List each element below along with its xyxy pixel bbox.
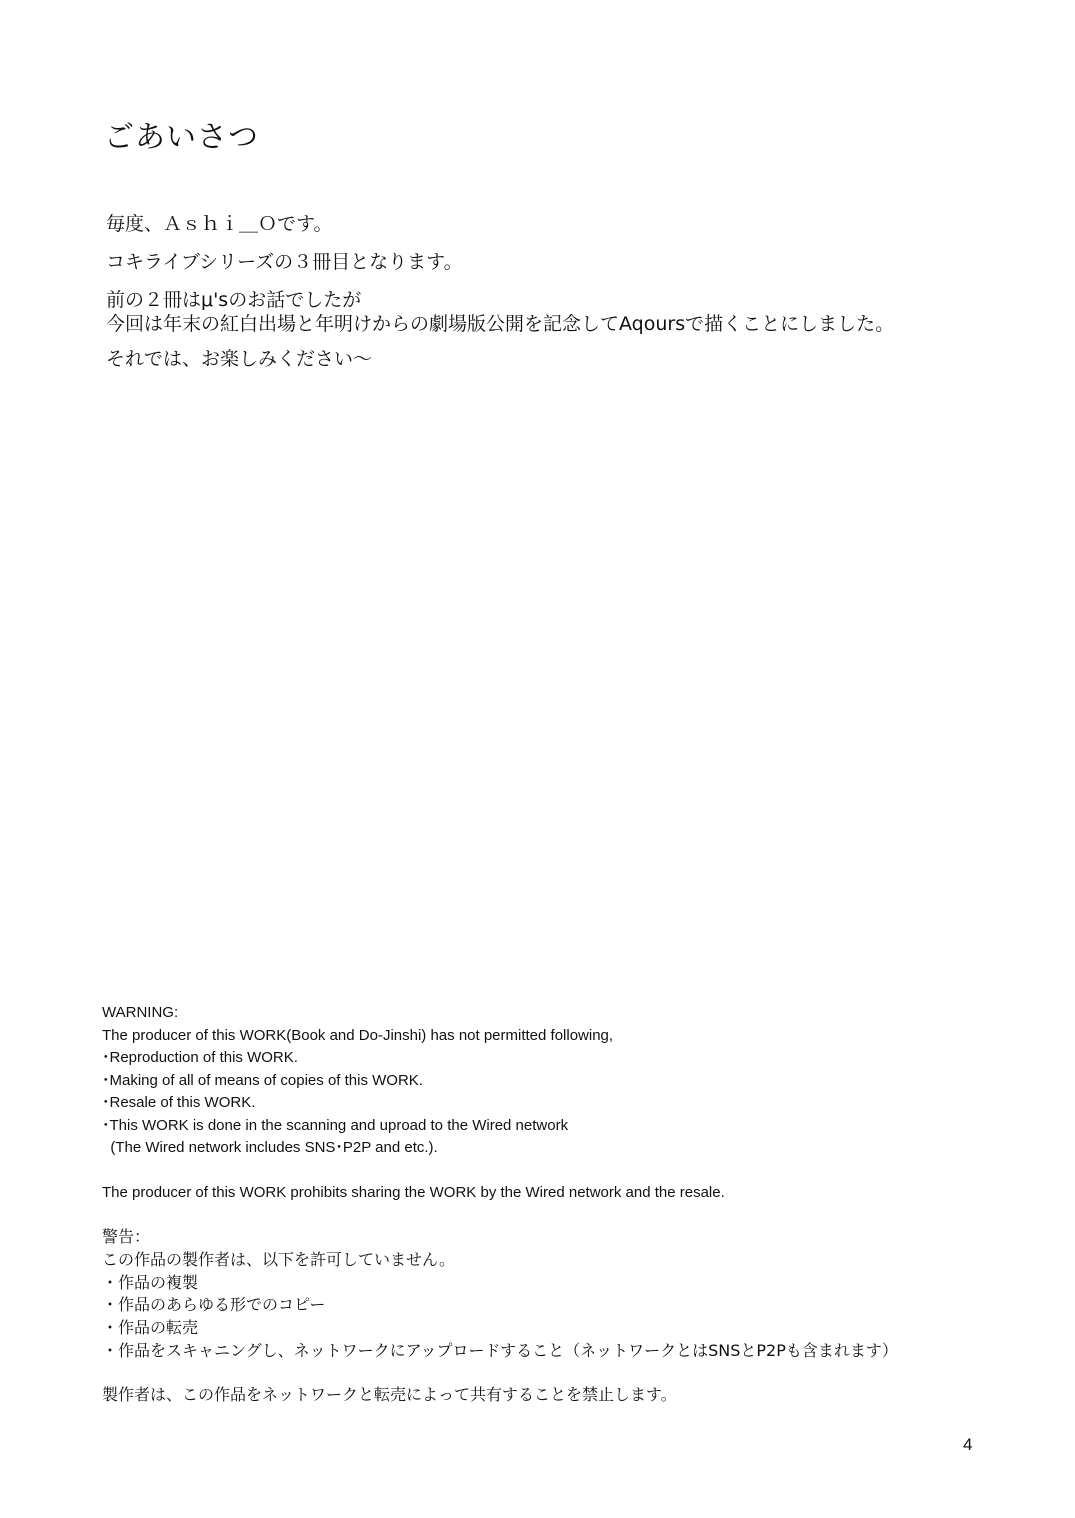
warning-jp-intro: この作品の製作者は、以下を許可していません。	[102, 1249, 455, 1269]
warning-en-item: ･Reproduction of this WORK.	[102, 1049, 298, 1066]
greeting-line: 前の２冊はμ'sのお話でしたが	[106, 289, 362, 311]
warning-en-intro: The producer of this WORK(Book and Do-Jinshi) has not permitted following,	[102, 1026, 614, 1044]
warning-english	[102, 1002, 1002, 1204]
greeting-body	[106, 212, 1006, 371]
greeting-line: それでは、お楽しみください～	[106, 348, 373, 370]
warning-japanese	[102, 1226, 1002, 1407]
page-title: ごあいさつ	[104, 120, 259, 155]
page-number: 4	[963, 1435, 973, 1454]
warning-jp-item: ・作品のあらゆる形でのコピー	[102, 1295, 326, 1315]
warning-en-item: ･Making of all of means of copies of this WORK.	[102, 1071, 423, 1089]
warning-en-closing: The producer of this WORK prohibits sharing the WORK by the Wired network and the resale.	[102, 1183, 725, 1201]
greeting-line: コキライブシリーズの３冊目となります。	[106, 251, 463, 273]
warning-en-heading: WARNING:	[102, 1004, 179, 1021]
warning-en-item: ･Resale of this WORK.	[102, 1094, 256, 1111]
warning-jp-closing: 製作者は、この作品をネットワークと転売によって共有することを禁止します。	[102, 1384, 677, 1404]
warning-en-item: (The Wired network includes SNS･P2P and etc.).	[102, 1139, 438, 1156]
warning-jp-item: ・作品の転売	[102, 1318, 199, 1338]
warning-jp-item: ・作品をスキャニングし、ネットワークにアップロードすること（ネットワークとはSNSとP2Pも含まれます）	[102, 1340, 898, 1360]
greeting-line: 毎度、Ａｓｈｉ＿Ｏです。	[106, 213, 333, 235]
warning-en-item: ･This WORK is done in the scanning and uproad to the Wired network	[102, 1116, 569, 1134]
greeting-line: 今回は年末の紅白出場と年明けからの劇場版公開を記念してAqoursで描くことにしました。	[106, 313, 895, 335]
warning-jp-heading: 警告：	[102, 1227, 151, 1246]
warning-jp-item: ・作品の複製	[102, 1272, 199, 1292]
